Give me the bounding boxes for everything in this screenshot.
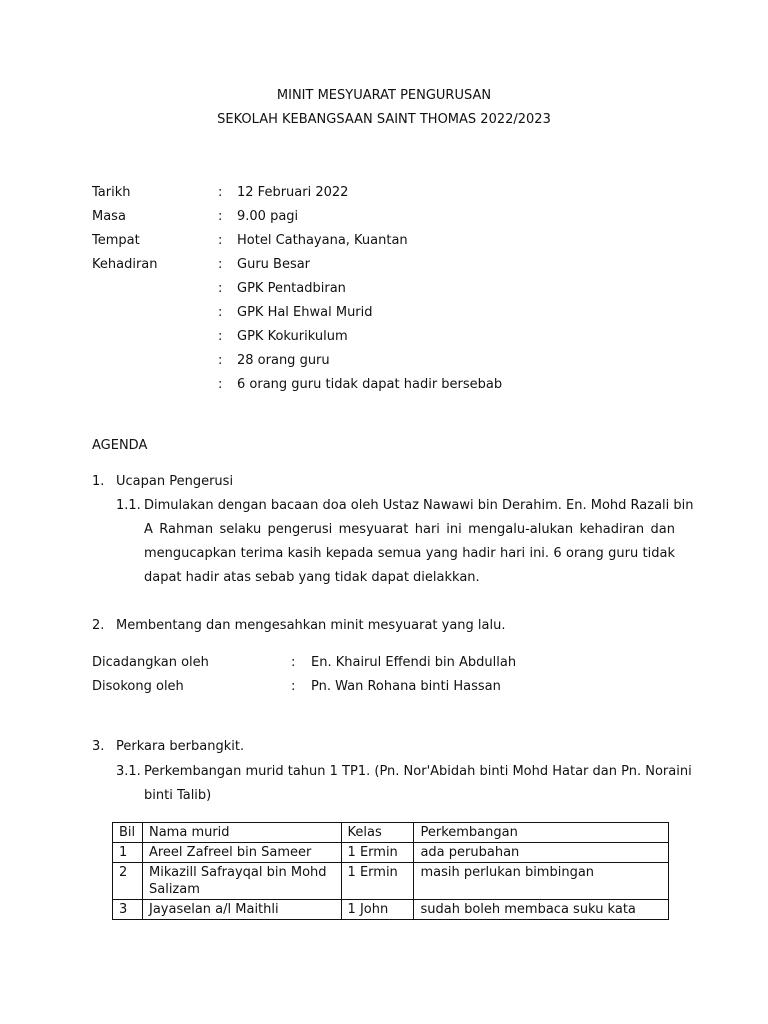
tarikh-value: 12 Februari 2022 bbox=[237, 185, 349, 200]
table-cell: Mikazill Safrayqal bin Mohd Salizam bbox=[142, 863, 341, 900]
sub-item-number: 1.1. bbox=[116, 498, 141, 513]
tempat-value: Hotel Cathayana, Kuantan bbox=[237, 233, 408, 248]
column-header: Kelas bbox=[341, 823, 414, 843]
masa-value: 9.00 pagi bbox=[237, 209, 299, 224]
agenda-item-title: Membentang dan mengesahkan minit mesyuarat yang lalu. bbox=[116, 618, 506, 633]
kehadiran-item: 28 orang guru bbox=[237, 353, 330, 368]
colon: : bbox=[291, 655, 296, 670]
column-header: Perkembangan bbox=[414, 823, 669, 843]
table-header-row bbox=[113, 823, 669, 843]
kehadiran-item: Guru Besar bbox=[237, 257, 311, 272]
paragraph-line: dapat hadir atas sebab yang tidak dapat dielakkan. bbox=[144, 570, 480, 585]
agenda-item-title: Ucapan Pengerusi bbox=[116, 474, 234, 489]
colon: : bbox=[218, 209, 223, 224]
sub-item-number: 3.1. bbox=[116, 764, 141, 779]
table-cell: 2 bbox=[113, 863, 143, 900]
agenda-item-number: 2. bbox=[92, 618, 105, 633]
colon: : bbox=[218, 257, 223, 272]
table-cell: sudah boleh membaca suku kata bbox=[414, 900, 669, 920]
disokong-value: Pn. Wan Rohana binti Hassan bbox=[311, 679, 501, 694]
table-cell: 1 Ermin bbox=[341, 863, 414, 900]
table-cell: 1 Ermin bbox=[341, 843, 414, 863]
table-row bbox=[113, 843, 669, 863]
student-progress-table bbox=[112, 822, 669, 920]
agenda-item-number: 3. bbox=[92, 739, 105, 754]
kehadiran-item: 6 orang guru tidak dapat hadir bersebab bbox=[237, 377, 503, 392]
colon: : bbox=[218, 185, 223, 200]
tempat-label: Tempat bbox=[92, 233, 140, 248]
dicadangkan-value: En. Khairul Effendi bin Abdullah bbox=[311, 655, 517, 670]
kehadiran-item: GPK Pentadbiran bbox=[237, 281, 346, 296]
agenda-item-number: 1. bbox=[92, 474, 105, 489]
column-header: Bil bbox=[113, 823, 143, 843]
detail-row-tarikh bbox=[0, 185, 768, 205]
detail-row-kehadiran bbox=[0, 281, 768, 301]
disokong-label: Disokong oleh bbox=[92, 679, 184, 694]
colon: : bbox=[291, 679, 296, 694]
colon: : bbox=[218, 305, 223, 320]
dicadangkan-label: Dicadangkan oleh bbox=[92, 655, 209, 670]
detail-row-kehadiran bbox=[0, 329, 768, 349]
table-cell: ada perubahan bbox=[414, 843, 669, 863]
kehadiran-item: GPK Hal Ehwal Murid bbox=[237, 305, 373, 320]
table-cell: 1 bbox=[113, 843, 143, 863]
table-cell: Areel Zafreel bin Sameer bbox=[142, 843, 341, 863]
document-title: MINIT MESYUARAT PENGURUSAN bbox=[276, 88, 492, 103]
kehadiran-label: Kehadiran bbox=[92, 257, 158, 272]
agenda-item-title: Perkara berbangkit. bbox=[116, 739, 245, 754]
paragraph-line: Dimulakan dengan bacaan doa oleh Ustaz Nawawi bin Derahim. En. Mohd Razali bin bbox=[144, 498, 694, 513]
colon: : bbox=[218, 233, 223, 248]
paragraph-line: A Rahman selaku pengerusi mesyuarat hari ini mengalu-alukan kehadiran dan bbox=[144, 522, 675, 537]
colon: : bbox=[218, 353, 223, 368]
colon: : bbox=[218, 329, 223, 344]
table-cell: masih perlukan bimbingan bbox=[414, 863, 669, 900]
document-subtitle: SEKOLAH KEBANGSAAN SAINT THOMAS 2022/2023 bbox=[217, 112, 551, 127]
table-cell: 3 bbox=[113, 900, 143, 920]
column-header: Nama murid bbox=[142, 823, 341, 843]
tarikh-label: Tarikh bbox=[92, 185, 131, 200]
detail-row-tempat bbox=[0, 233, 768, 253]
table-cell: 1 John bbox=[341, 900, 414, 920]
detail-row-kehadiran bbox=[0, 353, 768, 373]
detail-row-kehadiran bbox=[0, 305, 768, 325]
detail-row-kehadiran bbox=[0, 377, 768, 397]
agenda-heading: AGENDA bbox=[92, 438, 148, 453]
paragraph-line: Perkembangan murid tahun 1 TP1. (Pn. Nor'Abidah binti Mohd Hatar dan Pn. Noraini bbox=[144, 764, 692, 779]
masa-label: Masa bbox=[92, 209, 126, 224]
table-cell: Jayaselan a/l Maithli bbox=[142, 900, 341, 920]
colon: : bbox=[218, 281, 223, 296]
paragraph-line: mengucapkan terima kasih kepada semua yang hadir hari ini. 6 orang guru tidak bbox=[144, 546, 675, 561]
kehadiran-item: GPK Kokurikulum bbox=[237, 329, 348, 344]
table-row bbox=[113, 863, 669, 900]
table-row bbox=[113, 900, 669, 920]
colon: : bbox=[218, 377, 223, 392]
paragraph-line: binti Talib) bbox=[144, 788, 212, 803]
detail-row-kehadiran bbox=[0, 257, 768, 277]
detail-row-masa bbox=[0, 209, 768, 229]
